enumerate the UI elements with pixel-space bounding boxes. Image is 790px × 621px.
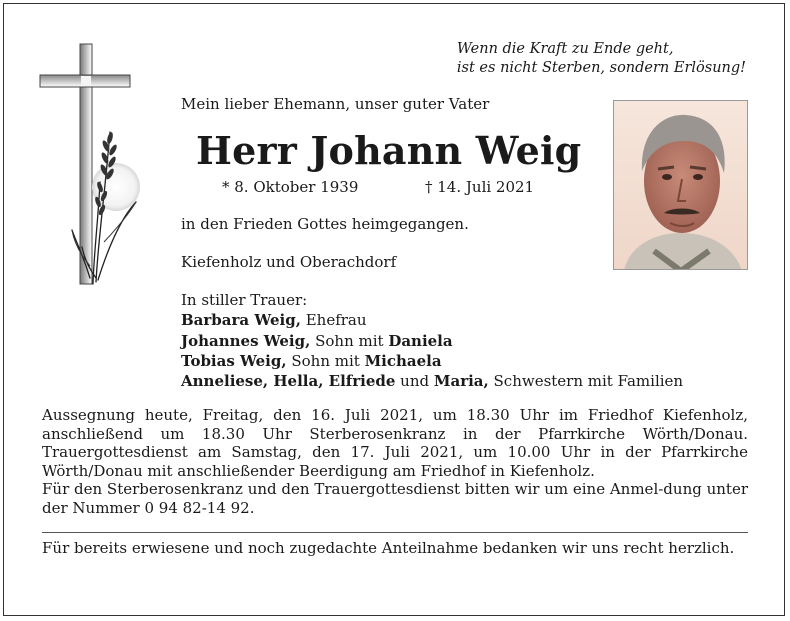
birth-date: * 8. Oktober 1939 [222,178,359,196]
mourner-partner: Michaela [364,351,442,370]
death-date: † 14. Juli 2021 [425,178,535,196]
thanks-text: Für bereits erwiesene und noch zugedachte Anteilnahme bedanken wir uns recht herzlich. [42,539,735,557]
mourner-row [181,310,683,330]
mourner-relation: Sohn mit [310,331,389,350]
intro-line: Mein lieber Ehemann, unser guter Vater [181,95,490,113]
portrait-image [614,101,748,270]
motto-line-2: ist es nicht Sterben, sondern Erlösung! [456,60,746,76]
mourner-row [181,351,683,371]
funeral-paragraph-2: Für den Sterberosenkranz und den Trauergottesdienst bitten wir um eine Anmel-dung unter der Nummer 0 94 82-14 92. [42,480,748,517]
funeral-paragraph-1: Aussegnung heute, Freitag, den 16. Juli 2021, um 18.30 Uhr im Friedhof Kiefenholz, anschließend um 18.30 Uhr Sterberosenkranz in der Pfarrkirche Wörth/Donau. Trauergottesdienst am Samstag, den 17. Juli 2021, um 10.00 Uhr in der Pfarrkirche Wörth/Donau mit anschließender Beerdigung am Friedhof in Kiefenholz. [42,406,748,480]
mourner-row [181,331,683,351]
mourner-relation: Sohn mit [286,351,365,370]
mourner-row [181,371,683,391]
mourner-partner: Daniela [388,331,453,350]
mourner-names: Anneliese, Hella, Elfriede [181,372,396,391]
funeral-details [42,406,748,518]
mourners-heading: In stiller Trauer: [181,291,308,309]
mourner-relation: Schwestern mit Familien [488,372,684,391]
divider [42,532,748,533]
mourner-name: Johannes Weig, [181,331,311,350]
mourner-conjunction: und [395,372,434,391]
mourner-name: Barbara Weig, [181,311,301,330]
deceased-name: Herr Johann Weig [196,128,582,173]
mourners-list [181,290,683,391]
mourner-relation: Ehefrau [300,311,367,330]
places-line: Kiefenholz und Oberachdorf [181,253,397,271]
mourner-name: Maria, [433,372,489,391]
passed-line: in den Frieden Gottes heimgegangen. [181,215,469,233]
mourner-name: Tobias Weig, [181,351,287,370]
portrait-photo [613,100,748,270]
motto-line-1: Wenn die Kraft zu Ende geht, [456,41,674,57]
cross-wheat-icon [38,42,148,292]
motto [457,40,746,78]
